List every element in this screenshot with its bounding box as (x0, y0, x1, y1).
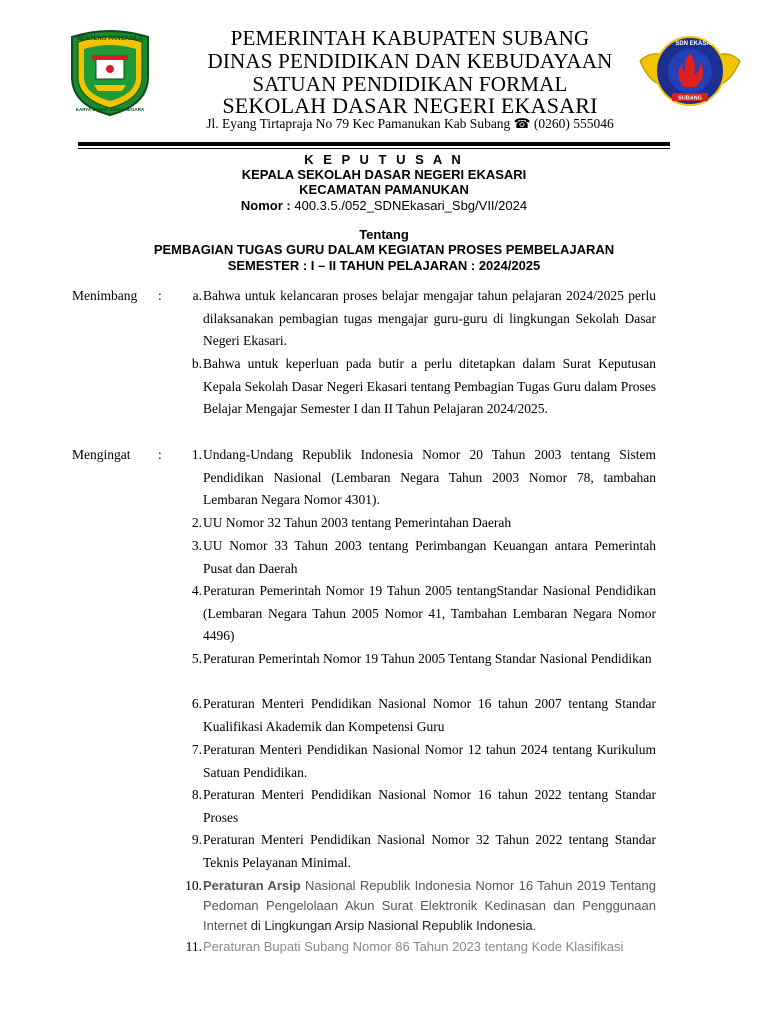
mengingat-item: 3. UU Nomor 33 Tahun 2003 tentang Perimbangan Keuangan antara Pemerintah Pusat dan Daerah (191, 538, 656, 576)
letterhead-divider-thin (78, 148, 670, 149)
issuer-line-1: KEPALA SEKOLAH DASAR NEGERI EKASARI (241, 167, 527, 182)
menimbang-item: b. Bahwa untuk keperluan pada butir a perlu ditetapkan dalam Surat Keputusan Kepala Sekolah Dasar Negeri Ekasari tentang Pembagian Tugas Guru dalam Proses Belajar Mengajar Semester I dan II Tahun Pelajaran 2024/2025. (191, 356, 656, 417)
document-type-heading: K E P U T U S A N (304, 152, 464, 167)
svg-text:SUBANG: SUBANG (678, 95, 702, 102)
shield-emblem-icon (68, 27, 152, 117)
mengingat-item: 10. Peraturan Arsip Nasional Republik Indonesia Nomor 16 Tahun 2019 Tentang Pedoman Pengelolaan Akun Surat Elektronik Kedinasan dan Penggunaan Internet di Lingkungan Arsip Nasional Republik Indonesia. (185, 878, 656, 933)
mengingat-item: 5. Peraturan Pemerintah Nomor 19 Tahun 2005 Tentang Standar Nasional Pendidikan (191, 651, 652, 666)
mengingat-item: 6. Peraturan Menteri Pendidikan Nasional Nomor 16 tahun 2007 tentang Standar Kualifikasi Akademik dan Kompetensi Guru (191, 696, 656, 734)
decree-number (0, 198, 768, 213)
mengingat-item: 4. Peraturan Pemerintah Nomor 19 Tahun 2005 tentangStandar Nasional Pendidikan (Lembaran Negara Tahun 2005 Nomor 41, Tambahan Lembaran Negara Nomor 4496) (191, 583, 656, 644)
letterhead-divider-thick (78, 142, 670, 146)
school-logo (638, 31, 742, 115)
svg-text:BENTENG PANCASILA: BENTENG PANCASILA (77, 36, 143, 42)
mengingat-item: 1. Undang-Undang Republik Indonesia Nomor 20 Tahun 2003 tentang Sistem Pendidikan Nasional (Lembaran Negara Tahun 2003 Nomor 78, tambahan Lembaran Negara Nomor 4301). (191, 447, 656, 508)
mengingat-item: 9. Peraturan Menteri Pendidikan Nasional Nomor 32 Tahun 2022 tentang Standar Teknis Pelayanan Minimal. (191, 832, 656, 870)
decree-subject-line-2: SEMESTER : I – II TAHUN PELAJARAN : 2024/2025 (227, 258, 541, 273)
issuer-line-2: KECAMATAN PAMANUKAN (299, 182, 469, 197)
flame-wings-emblem-icon (638, 31, 742, 115)
svg-text:SDN EKASARI: SDN EKASARI (675, 41, 717, 47)
decree-number-label: Nomor : (240, 198, 291, 213)
mengingat-item: 8. Peraturan Menteri Pendidikan Nasional Nomor 16 tahun 2022 tentang Standar Proses (191, 787, 656, 825)
letterhead-address: Jl. Eyang Tirtapraja No 79 Kec Pamanukan Kab Subang ☎ (0260) 555046 (206, 116, 614, 131)
decree-number-value: 400.3.5./052_SDNEkasari_Sbg/VII/2024 (290, 198, 528, 213)
letterhead-line-3: SATUAN PENDIDIKAN FORMAL (252, 72, 568, 96)
decree-subject-line-1: PEMBAGIAN TUGAS GURU DALAM KEGIATAN PROSES PEMBELAJARAN (153, 242, 615, 257)
mengingat-item: 2. UU Nomor 32 Tahun 2003 tentang Pemerintahan Daerah (191, 515, 512, 530)
menimbang-item: a. Bahwa untuk kelancaran proses belajar mengajar tahun pelajaran 2024/2025 perlu dilaksanakan pembagian tugas mengajar guru-guru di lingkungan Sekolah Dasar Negeri Ekasari. (192, 288, 656, 349)
tentang-heading: Tentang (359, 227, 409, 242)
mengingat-item: 7. Peraturan Menteri Pendidikan Nasional Nomor 12 tahun 2024 tentang Kurikulum Satuan Pendidikan. (191, 742, 656, 780)
letterhead-school-name: SEKOLAH DASAR NEGERI EKASARI (222, 93, 598, 118)
mengingat-label: Mengingat (72, 447, 131, 462)
mengingat-item: 11. Peraturan Bupati Subang Nomor 86 Tahun 2023 tentang Kode Klasifikasi (185, 939, 624, 954)
menimbang-label: Menimbang (72, 288, 138, 303)
menimbang-colon: : (158, 288, 162, 303)
letterhead-line-1: PEMERINTAH KABUPATEN SUBANG (230, 26, 590, 50)
mengingat-colon: : (158, 447, 162, 462)
svg-text:KARYA UTAMA SATYA NEGARA: KARYA UTAMA SATYA NEGARA (75, 107, 145, 112)
letterhead-line-2: DINAS PENDIDIKAN DAN KEBUDAYAAN (207, 49, 613, 73)
subang-regency-logo (68, 27, 152, 117)
